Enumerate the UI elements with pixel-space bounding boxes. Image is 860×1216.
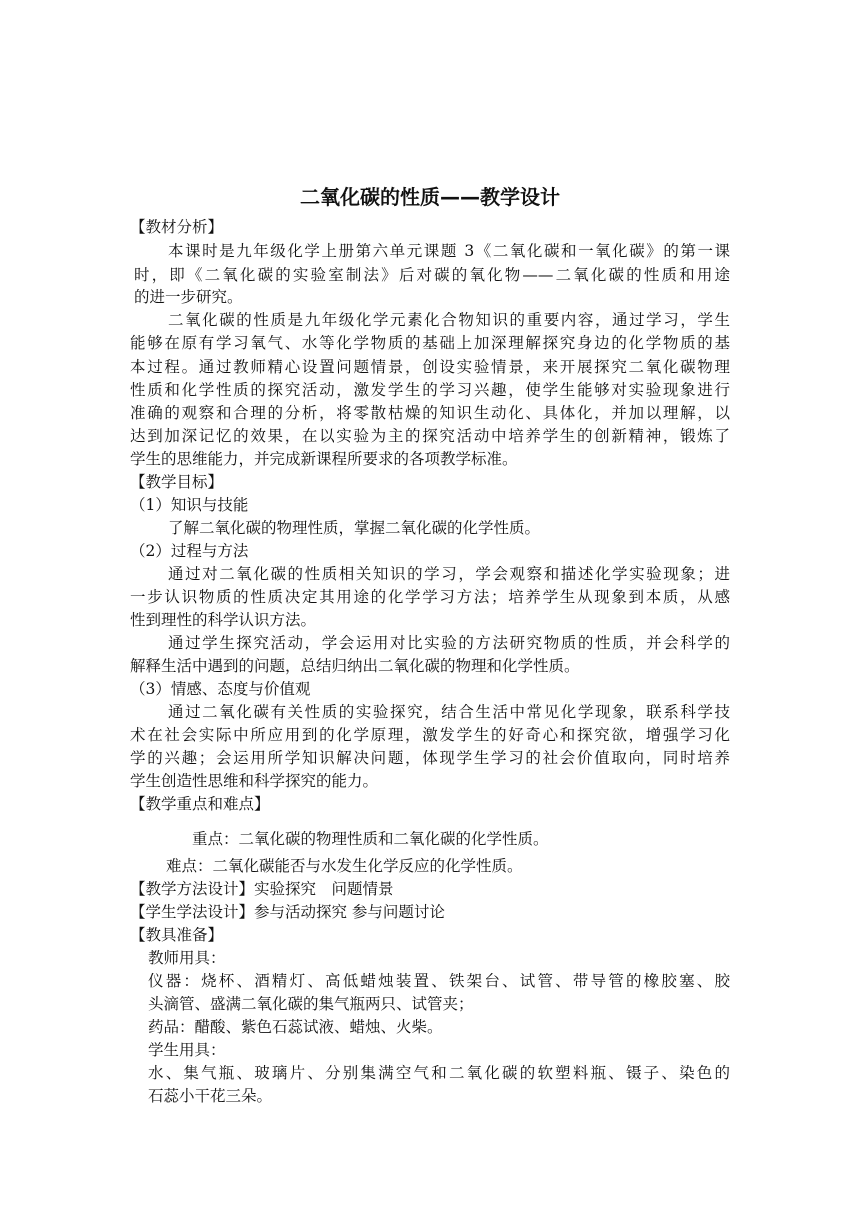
reagents-line: 药品：醋酸、紫色石蕊试液、蜡烛、火柴。 bbox=[148, 1018, 443, 1036]
paragraph-line: 一步认识物质的性质决定其用途的化学学习方法；培养学生从现象到本质，从感 bbox=[130, 588, 730, 606]
teaching-method-design: 【教学方法设计】实验探究 问题情景 bbox=[130, 880, 394, 898]
instruments-line: 仪器：烧杯、酒精灯、高低蜡烛装置、铁架台、试管、带导管的橡胶塞、胶 bbox=[148, 972, 730, 990]
goal-text-knowledge: 了解二氧化碳的物理性质，掌握二氧化碳的化学性质。 bbox=[168, 519, 541, 537]
goal-heading-knowledge: （1）知识与技能 bbox=[130, 496, 249, 514]
page-title: 二氧化碳的性质——教学设计 bbox=[300, 185, 560, 209]
section-heading-teaching-goals: 【教学目标】 bbox=[130, 473, 224, 491]
key-point-text: 重点：二氧化碳的物理性质和二氧化碳的化学性质。 bbox=[192, 830, 549, 848]
paragraph-line: 本课时是九年级化学上册第六单元课题 3《二氧化碳和一氧化碳》的第一课 bbox=[168, 242, 730, 260]
goal-heading-process: （2）过程与方法 bbox=[130, 542, 249, 560]
student-items-line: 石蕊小干花三朵。 bbox=[148, 1087, 273, 1105]
paragraph-line: 本过程。通过教师精心设置问题情景，创设实验情景，来开展探究二氧化碳物理 bbox=[130, 358, 730, 376]
paragraph-line: 术在社会实际中所应用到的化学原理，激发学生的好奇心和探究欲，增强学习化 bbox=[130, 726, 730, 744]
paragraph-line: 准确的观察和合理的分析，将零散枯燥的知识生动化、具体化，并加以理解，以 bbox=[130, 404, 730, 422]
paragraph-line: 二氧化碳的性质是九年级化学元素化合物知识的重要内容，通过学习，学生 bbox=[168, 311, 730, 329]
paragraph-line: 学生的思维能力，并完成新课程所要求的各项教学标准。 bbox=[130, 450, 518, 468]
section-heading-textbook-analysis: 【教材分析】 bbox=[130, 218, 224, 236]
paragraph-line: 达到加深记忆的效果，在以实验为主的探究活动中培养学生的创新精神，锻炼了 bbox=[130, 427, 730, 445]
paragraph-line: 性到理性的科学认识方法。 bbox=[130, 611, 317, 629]
paragraph-line: 学生创造性思维和科学探究的能力。 bbox=[130, 772, 379, 790]
paragraph-line: 通过对二氧化碳的性质相关知识的学习，学会观察和描述化学实验现象；进 bbox=[168, 565, 730, 583]
student-items-line: 水、集气瓶、玻璃片、分别集满空气和二氧化碳的软塑料瓶、镊子、染色的 bbox=[148, 1064, 730, 1082]
paragraph-line: 能够在原有学习氧气、水等化学物质的基础上加深理解探究身边的化学物质的基 bbox=[130, 334, 730, 352]
teacher-tools-label: 教师用具： bbox=[148, 949, 226, 967]
section-heading-teaching-tools: 【教具准备】 bbox=[130, 926, 224, 944]
section-heading-key-points: 【教学重点和难点】 bbox=[130, 795, 270, 813]
paragraph-line: 学的兴趣；会运用所学知识解决问题，体现学生学习的社会价值取向，同时培养 bbox=[130, 749, 730, 767]
student-tools-label: 学生用具： bbox=[148, 1041, 226, 1059]
instruments-line: 头滴管、盛满二氧化碳的集气瓶两只、试管夹； bbox=[148, 995, 474, 1013]
paragraph-line: 时，即《二氧化碳的实验室制法》后对碳的氧化物——二氧化碳的性质和用途 bbox=[134, 266, 730, 284]
difficult-point-text: 难点：二氧化碳能否与水发生化学反应的化学性质。 bbox=[166, 857, 523, 875]
paragraph-line: 通过学生探究活动，学会运用对比实验的方法研究物质的性质，并会科学的 bbox=[168, 634, 730, 652]
goal-heading-attitude: （3）情感、态度与价值观 bbox=[130, 680, 311, 698]
paragraph-line: 的进一步研究。 bbox=[134, 288, 243, 306]
paragraph-line: 通过二氧化碳有关性质的实验探究，结合生活中常见化学现象，联系科学技 bbox=[168, 703, 730, 721]
learning-method-design: 【学生学法设计】参与活动探究 参与问题讨论 bbox=[130, 903, 445, 921]
paragraph-line: 解释生活中遇到的问题，总结归纳出二氧化碳的物理和化学性质。 bbox=[130, 657, 580, 675]
paragraph-line: 性质和化学性质的探究活动，激发学生的学习兴趣，使学生能够对实验现象进行 bbox=[130, 381, 730, 399]
